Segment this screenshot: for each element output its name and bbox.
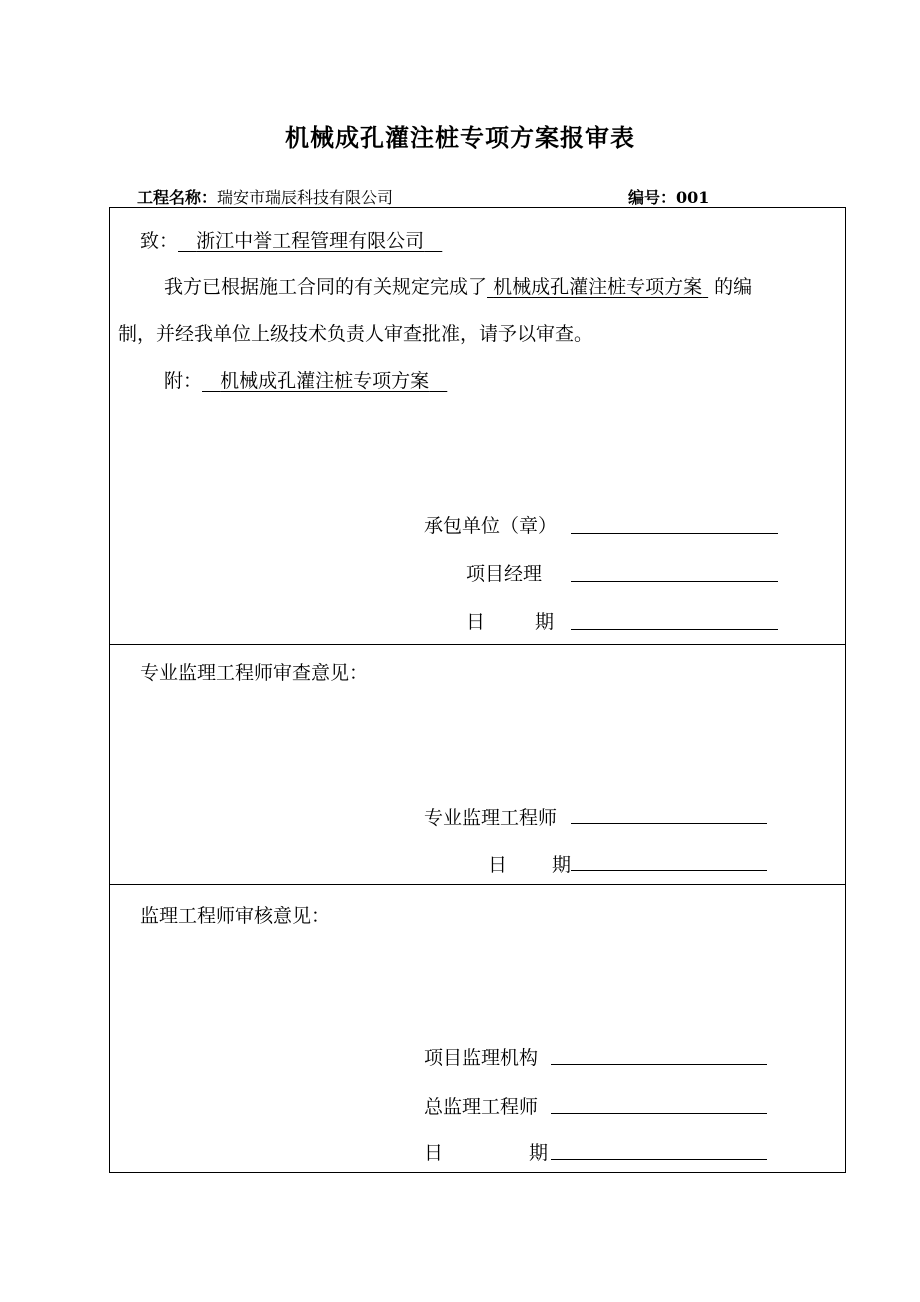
date-label-section-2: 日 期 [488, 854, 572, 876]
document-title: 机械成孔灌注桩专项方案报审表 [285, 123, 635, 152]
submission-body-line-1 [164, 272, 752, 299]
contractor-label: 承包单位（章） [424, 515, 558, 537]
submission-body-line-2: 制，并经我单位上级技术负责人审查批准，请予以审查。 [118, 323, 594, 345]
date-signature-line-1 [571, 629, 778, 630]
recipient-label: 致： [140, 230, 179, 252]
section-divider-2 [110, 884, 845, 885]
body-suffix: 的编 [714, 276, 753, 298]
specialist-engineer-signature-line [571, 823, 767, 824]
recipient-value: 浙江中誉工程管理有限公司 [196, 230, 425, 252]
date-label-section-1: 日 期 [466, 611, 555, 633]
chief-engineer-label: 总监理工程师 [424, 1096, 539, 1118]
project-supervision-org-label: 项目监理机构 [424, 1047, 539, 1069]
chief-engineer-signature-line [551, 1113, 767, 1114]
body-prefix: 我方已根据施工合同的有关规定完成了 [164, 276, 488, 298]
document-number-value: 001 [676, 188, 710, 207]
project-manager-signature-line [571, 581, 778, 582]
review-form-table [109, 207, 846, 1173]
attachment-line [164, 366, 447, 393]
attachment-label: 附： [164, 370, 203, 392]
engineer-review-heading: 监理工程师审核意见： [140, 905, 331, 927]
attachment-value: 机械成孔灌注桩专项方案 [220, 370, 430, 392]
date-signature-line-3 [551, 1159, 767, 1160]
project-manager-label: 项目经理 [466, 563, 543, 585]
project-name-value: 瑞安市瑞辰科技有限公司 [217, 188, 394, 207]
specialist-review-heading: 专业监理工程师审查意见： [140, 662, 369, 684]
specialist-engineer-label: 专业监理工程师 [424, 807, 558, 829]
date-label-section-3: 日 期 [424, 1142, 549, 1164]
date-signature-line-2 [571, 870, 767, 871]
plan-name: 机械成孔灌注桩专项方案 [493, 276, 703, 298]
project-name-label: 工程名称： [137, 188, 218, 207]
document-number-label: 编号： [628, 188, 677, 207]
contractor-signature-line [571, 533, 778, 534]
project-name-row [137, 185, 393, 208]
document-number-row [628, 185, 709, 208]
section-divider-1 [110, 644, 845, 645]
supervision-org-signature-line [551, 1064, 767, 1065]
recipient-line [140, 226, 442, 253]
